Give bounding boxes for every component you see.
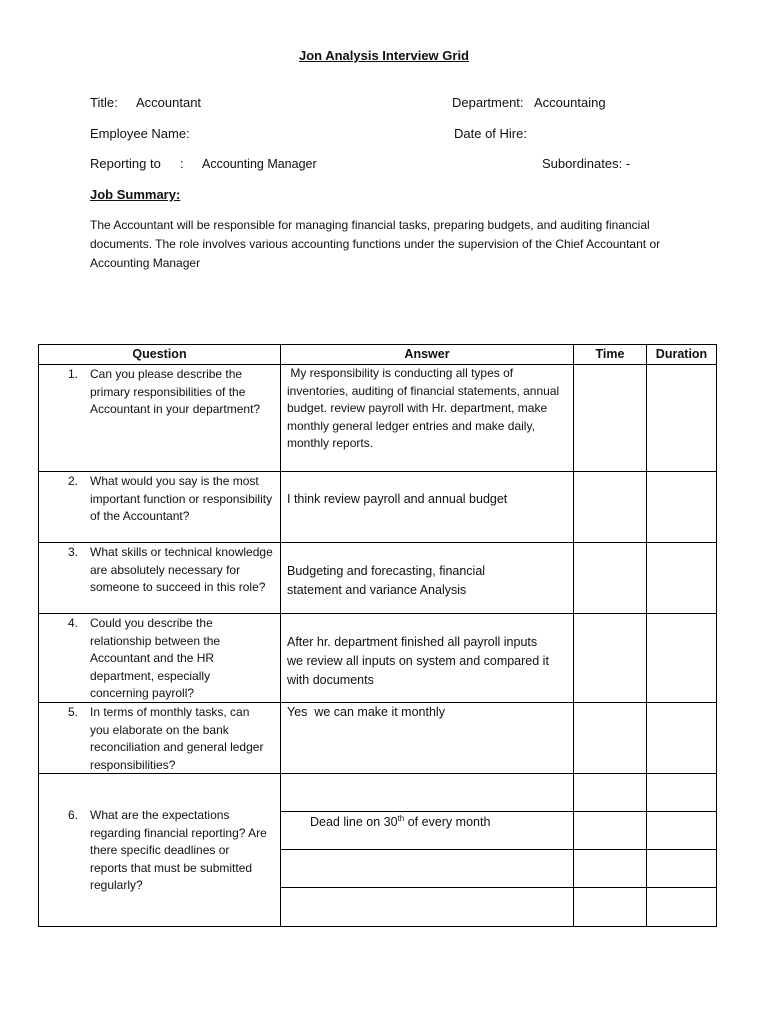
question-text: Can you please describe the primary responsibilities of the Accountant in your department? xyxy=(90,367,261,416)
row-divider xyxy=(38,542,717,543)
subordinates-label: Subordinates: - xyxy=(542,156,631,171)
table-border-bottom xyxy=(38,926,717,927)
question-number: 5. xyxy=(67,705,78,719)
answer-text-part: Dead line on 30 xyxy=(310,815,398,829)
job-summary-heading: Job Summary: xyxy=(90,187,181,202)
answer-text: My responsibility is conducting all types of inventories, auditing of financial statements, annual budget. review payroll with Hr. department, make monthly general ledger entries and make daily, monthly reports. xyxy=(287,366,563,450)
department-value: Accountaing xyxy=(534,95,606,110)
page-title: Jon Analysis Interview Grid xyxy=(298,48,469,63)
department-label: Department: xyxy=(452,95,524,110)
reporting-to-value: Accounting Manager xyxy=(202,157,317,171)
sub-row-divider xyxy=(280,811,717,812)
sub-row-divider xyxy=(280,849,717,850)
table-border-left xyxy=(38,344,39,927)
question-number: 4. xyxy=(67,616,78,630)
answer-superscript: th xyxy=(397,813,405,823)
job-summary-text: The Accountant will be responsible for managing financial tasks, preparing budgets, and auditing financial documents. The role involves various accounting functions under the supervision of the Chief Accountant or Accounting Manager xyxy=(90,218,661,270)
reporting-to-label: Reporting to xyxy=(90,156,161,171)
header-answer: Answer xyxy=(404,347,450,361)
header-duration: Duration xyxy=(655,347,708,361)
question-number: 3. xyxy=(67,545,78,559)
column-divider xyxy=(280,344,281,927)
employee-name-label: Employee Name: xyxy=(90,126,190,141)
question-number: 1. xyxy=(67,367,78,381)
header-question: Question xyxy=(132,347,187,361)
question-text: What are the expectations regarding financial reporting? Are there specific deadlines or reports that must be submitted regularly? xyxy=(90,808,267,892)
question-text: What would you say is the most important function or responsibility of the Accountant? xyxy=(90,474,273,523)
table-border-right xyxy=(716,344,717,927)
row-divider xyxy=(38,471,717,472)
column-divider xyxy=(573,344,574,927)
title-value: Accountant xyxy=(136,95,202,110)
question-number: 6. xyxy=(67,808,78,822)
column-divider xyxy=(646,344,647,927)
answer-text: After hr. department finished all payroll inputs we review all inputs on system and compared it with documents xyxy=(287,635,549,687)
sub-row-divider xyxy=(280,887,717,888)
answer-text: Budgeting and forecasting, financial statement and variance Analysis xyxy=(287,564,486,597)
answer-text: Yes we can make it monthly xyxy=(287,705,445,719)
answer-text xyxy=(310,813,592,832)
question-number: 2. xyxy=(67,474,78,488)
answer-text-part: of every month xyxy=(404,815,491,829)
question-text: Could you describe the relationship between the Accountant and the HR department, especially concerning payroll? xyxy=(90,616,221,700)
title-label: Title: xyxy=(90,95,118,110)
header-time: Time xyxy=(595,347,625,361)
question-text: In terms of monthly tasks, can you elaborate on the bank reconciliation and general ledger responsibilities? xyxy=(90,705,264,772)
reporting-to-colon: : xyxy=(180,156,184,171)
date-of-hire-label: Date of Hire: xyxy=(454,126,527,141)
answer-text: I think review payroll and annual budget xyxy=(287,492,508,506)
row-divider xyxy=(38,613,717,614)
question-text: What skills or technical knowledge are absolutely necessary for someone to succeed in this role? xyxy=(90,545,273,594)
